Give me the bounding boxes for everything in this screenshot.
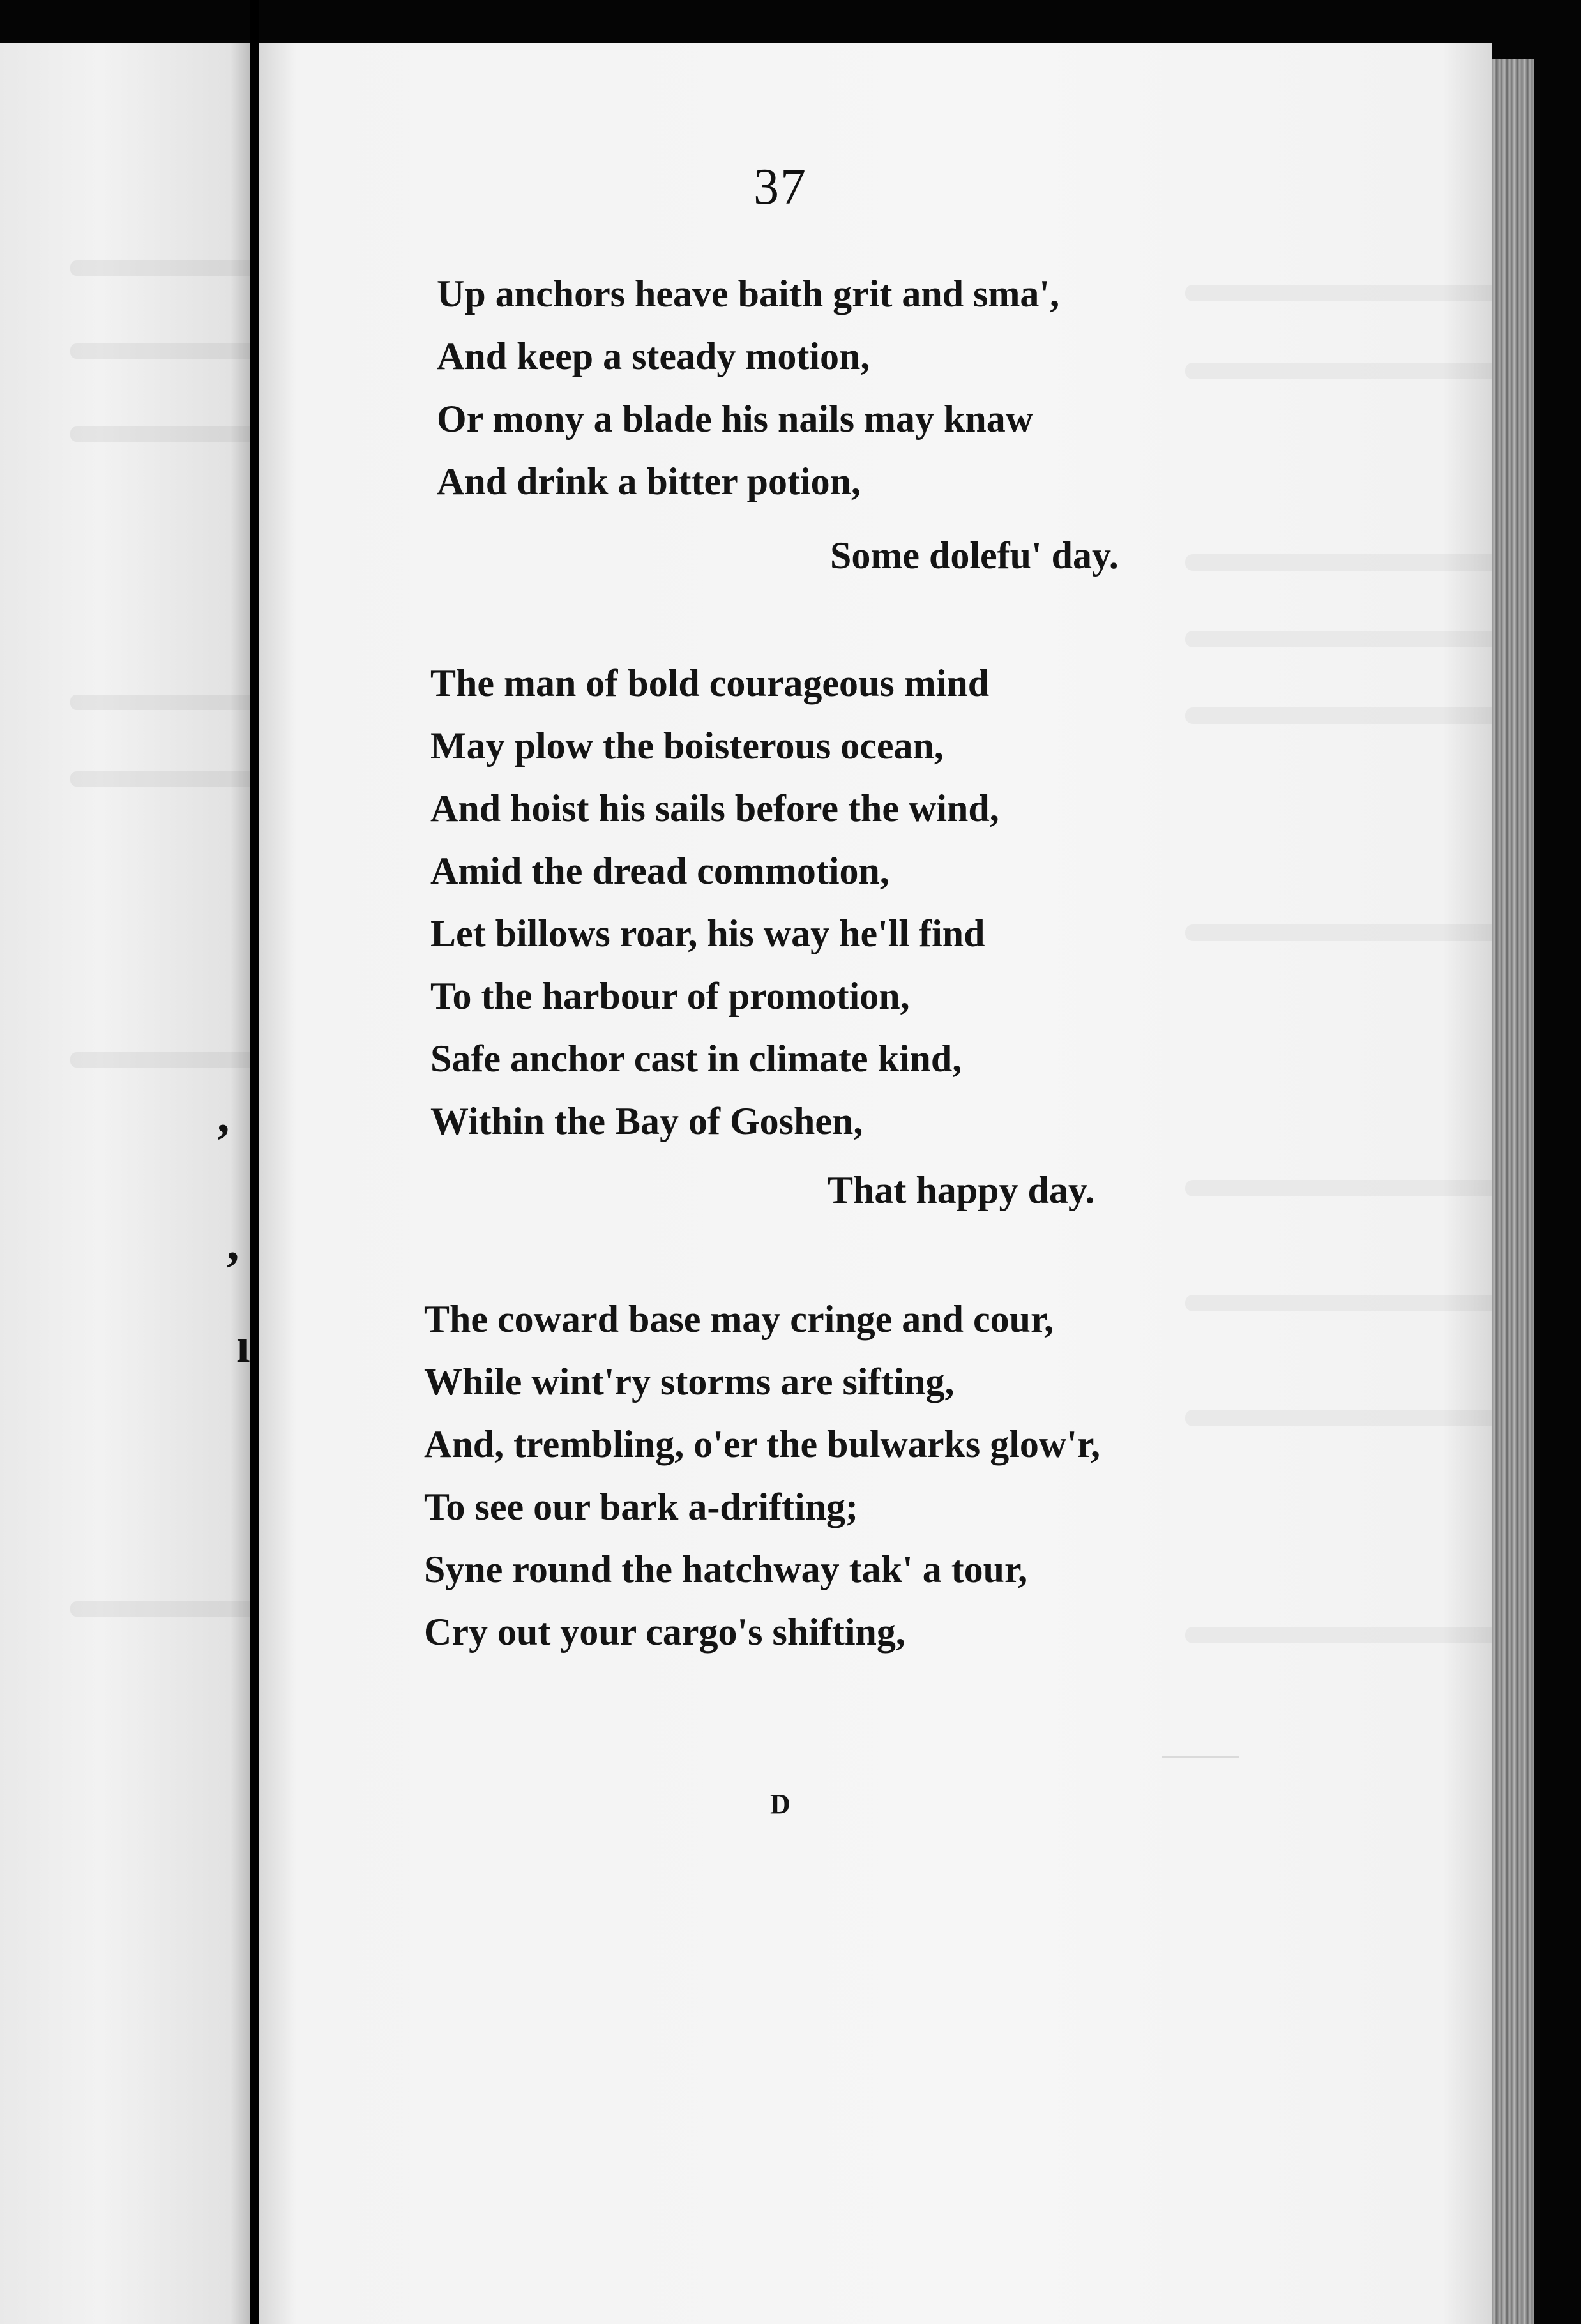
bleed-through	[70, 771, 250, 787]
verse-line: And drink a bitter potion,	[437, 460, 861, 502]
verse-line: Up anchors heave baith grit and sma',	[437, 273, 1060, 315]
bleed-through	[70, 1601, 250, 1617]
bleed-through	[70, 1052, 250, 1068]
bleed-through	[1185, 1627, 1492, 1643]
verse-line: And, trembling, o'er the bulwarks glow'r,	[424, 1423, 1100, 1465]
left-page-mark: ,	[227, 1215, 239, 1271]
verse-line: Syne round the hatchway tak' a tour,	[424, 1548, 1028, 1590]
verse-line: The coward base may cringe and cour,	[424, 1298, 1054, 1340]
verse-line: Cry out your cargo's shifting,	[424, 1611, 905, 1653]
page-edge	[1492, 59, 1534, 2324]
bleed-through	[1185, 554, 1492, 571]
verse-line: And keep a steady motion,	[437, 335, 870, 377]
bleed-through	[1185, 1295, 1492, 1311]
bleed-through	[1185, 285, 1492, 301]
verse-line: Safe anchor cast in climate kind,	[430, 1038, 962, 1080]
signature-mark: D	[770, 1788, 790, 1820]
bleed-through	[1185, 1410, 1492, 1426]
verse-line: May plow the boisterous ocean,	[430, 725, 944, 767]
bleed-through	[1185, 1180, 1492, 1196]
bleed-through	[1185, 924, 1492, 941]
verse-line-refrain: Some dolefu' day.	[830, 534, 1119, 577]
verse-line: Within the Bay of Goshen,	[430, 1100, 863, 1142]
bleed-through	[70, 695, 250, 710]
left-page-mark: ,	[217, 1087, 230, 1143]
verse-line: And hoist his sails before the wind,	[430, 787, 999, 829]
bleed-rule	[1162, 1756, 1239, 1758]
page-number: 37	[753, 159, 807, 215]
bleed-through	[70, 426, 250, 442]
verse-line: To the harbour of promotion,	[430, 975, 910, 1017]
book-gutter	[250, 0, 259, 2324]
bleed-through	[1185, 631, 1492, 647]
left-page	[0, 43, 250, 2324]
bleed-through	[70, 343, 250, 359]
verse-line-refrain: That happy day.	[828, 1169, 1095, 1211]
verse-line: Amid the dread commotion,	[430, 850, 889, 892]
verse-line: Let billows roar, his way he'll find	[430, 912, 985, 954]
verse-line: To see our bark a-drifting;	[424, 1486, 859, 1528]
left-page-mark: ı	[236, 1317, 250, 1373]
bleed-through	[1185, 363, 1492, 379]
bleed-through	[70, 260, 250, 276]
verse-line: The man of bold courageous mind	[430, 662, 990, 704]
verse-line: Or mony a blade his nails may knaw	[437, 398, 1034, 440]
verse-line: While wint'ry storms are sifting,	[424, 1361, 955, 1403]
bleed-through	[1185, 707, 1492, 724]
